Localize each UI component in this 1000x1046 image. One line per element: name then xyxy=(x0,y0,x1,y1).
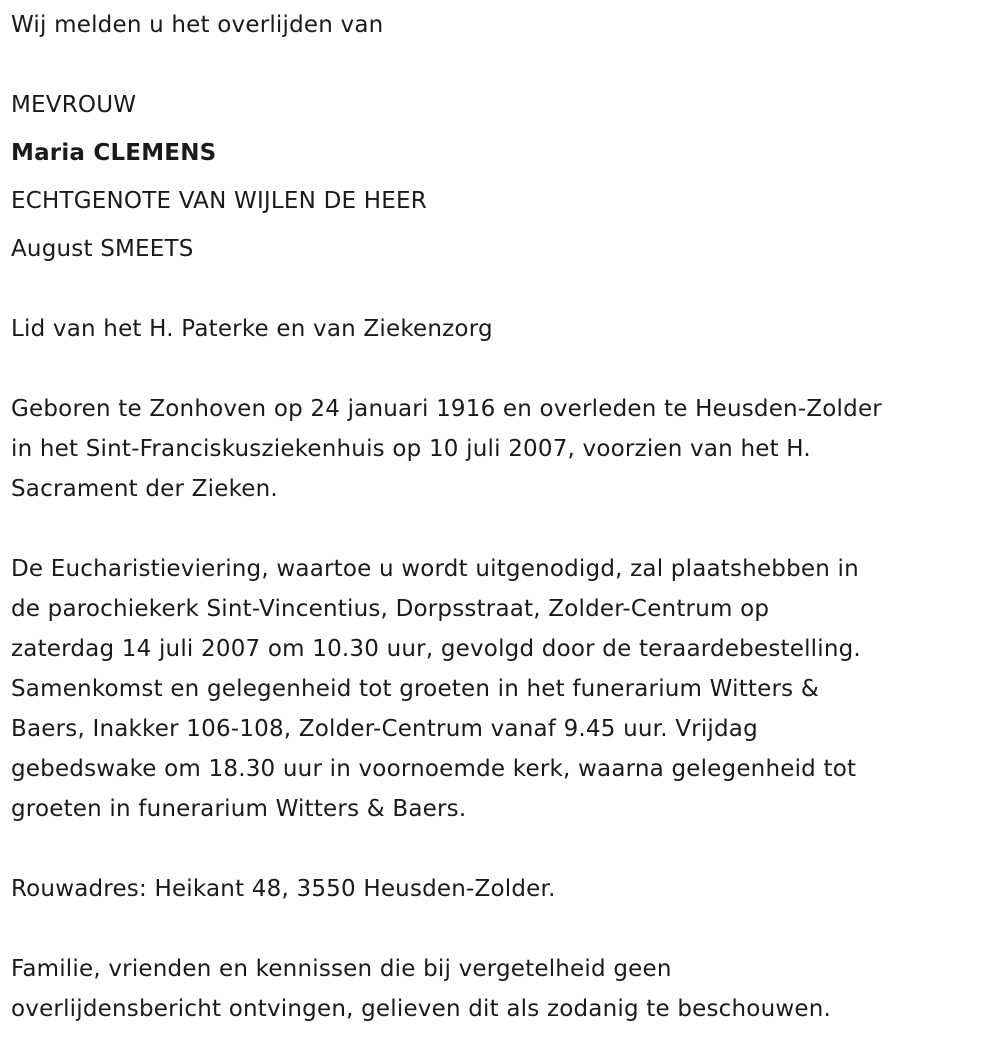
paragraph-line: zaterdag 14 juli 2007 om 10.30 uur, gevolgd door de teraardebestelling. xyxy=(11,636,861,662)
paragraph-line: overlijdensbericht ontvingen, gelieven dit als zodanig te beschouwen. xyxy=(11,996,831,1022)
relation-text: ECHTGENOTE VAN WIJLEN DE HEER xyxy=(11,188,427,214)
paragraph-line: de parochiekerk Sint-Vincentius, Dorpsstraat, Zolder-Centrum op xyxy=(11,596,770,622)
paragraph-line: gebedswake om 18.30 uur in voornoemde kerk, waarna gelegenheid tot xyxy=(11,756,857,782)
birth-death-paragraph xyxy=(11,389,882,509)
paragraph-line: Familie, vrienden en kennissen die bij vergetelheid geen xyxy=(11,956,672,982)
honorific: MEVROUW xyxy=(11,92,137,118)
paragraph-line: groeten in funerarium Witters & Baers. xyxy=(11,796,467,822)
mourning-address: Rouwadres: Heikant 48, 3550 Heusden-Zolder. xyxy=(11,876,556,902)
paragraph-line: in het Sint-Franciskusziekenhuis op 10 juli 2007, voorzien van het H. xyxy=(11,436,811,462)
paragraph-line: De Eucharistieviering, waartoe u wordt uitgenodigd, zal plaatshebben in xyxy=(11,556,859,582)
ceremony-paragraph xyxy=(11,549,861,829)
spouse-name: August SMEETS xyxy=(11,236,194,262)
paragraph-line: Baers, Inakker 106-108, Zolder-Centrum vanaf 9.45 uur. Vrijdag xyxy=(11,716,758,742)
paragraph-line: Samenkomst en gelegenheid tot groeten in het funerarium Witters & xyxy=(11,676,819,702)
paragraph-line: Geboren te Zonhoven op 24 januari 1916 en overleden te Heusden-Zolder xyxy=(11,396,882,422)
membership-text: Lid van het H. Paterke en van Ziekenzorg xyxy=(11,316,493,342)
paragraph-line: Sacrament der Zieken. xyxy=(11,476,278,502)
intro-text: Wij melden u het overlijden van xyxy=(11,12,384,38)
deceased-name: Maria CLEMENS xyxy=(11,140,217,166)
closing-paragraph xyxy=(11,949,831,1029)
